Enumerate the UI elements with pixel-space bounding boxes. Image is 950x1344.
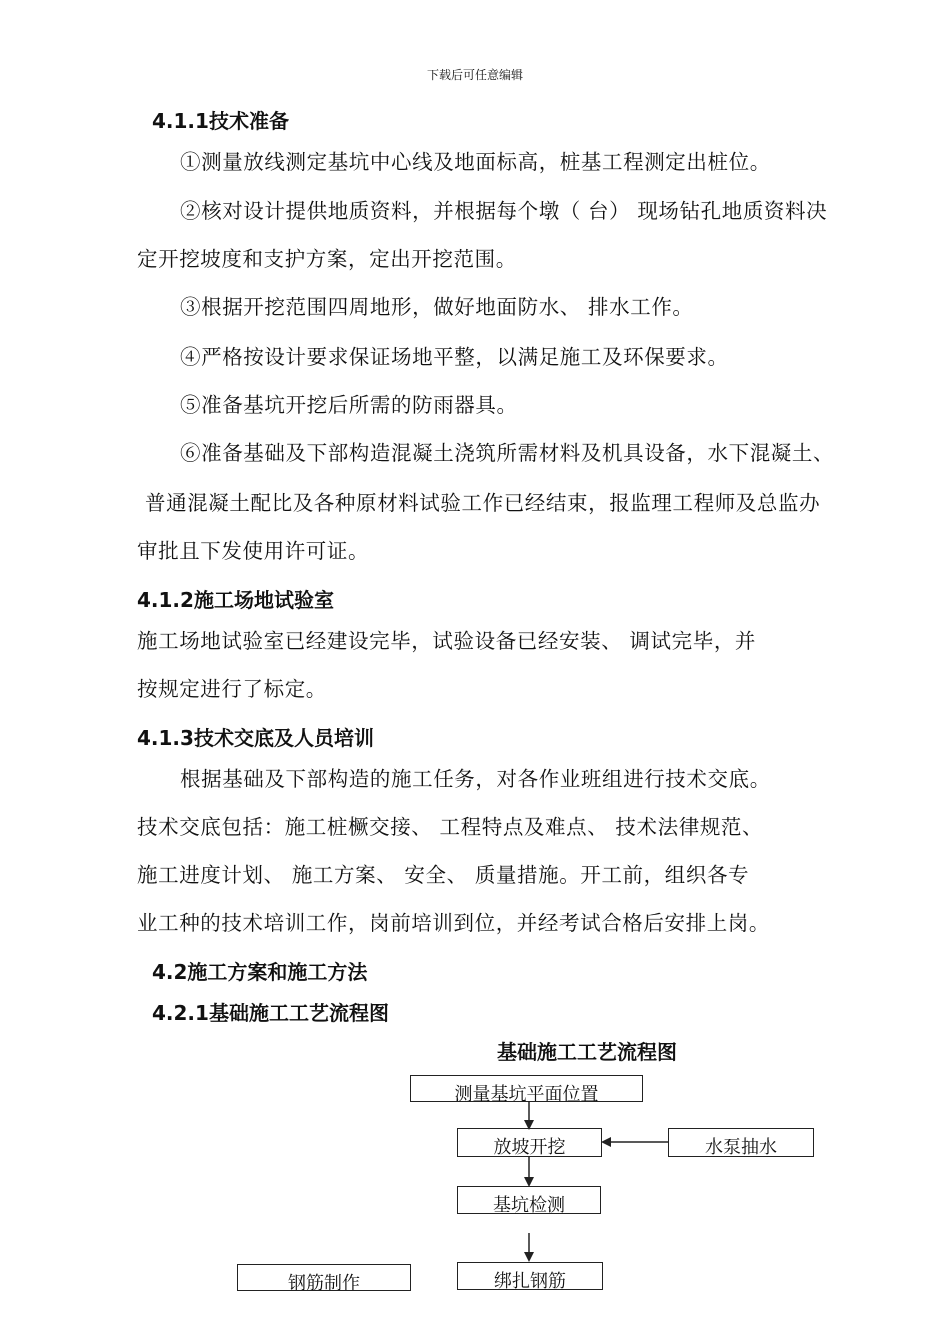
paragraph-line: ②核对设计提供地质资料，并根据每个墩（ 台） 现场钻孔地质资料决 [180, 199, 828, 223]
flowchart-title: 基础施工工艺流程图 [497, 1040, 677, 1064]
paragraph-line: 审批且下发使用许可证。 [137, 539, 370, 563]
paragraph-line: ①测量放线测定基坑中心线及地面标高，桩基工程测定出桩位。 [180, 150, 771, 174]
paragraph-line: 业工种的技术培训工作，岗前培训到位，并经考试合格后安排上岗。 [137, 911, 770, 935]
section-heading-4-2-1: 4.2.1基础施工工艺流程图 [152, 1001, 389, 1025]
flow-box-rebar-binding: 绑扎钢筋 [457, 1262, 603, 1290]
paragraph-line: ③根据开挖范围四周地形，做好地面防水、 排水工作。 [180, 295, 694, 319]
paragraph-line: 技术交底包括：施工桩橛交接、 工程特点及难点、 技术法律规范、 [137, 815, 764, 839]
paragraph-line: 定开挖坡度和支护方案，定出开挖范围。 [137, 247, 517, 271]
paragraph-line: 施工进度计划、 施工方案、 安全、 质量措施。开工前，组织各专 [137, 863, 750, 887]
paragraph-line: 施工场地试验室已经建设完毕，试验设备已经安装、 调试完毕，并 [137, 629, 757, 653]
paragraph-line: ⑤准备基坑开挖后所需的防雨器具。 [180, 393, 518, 417]
flow-box-survey: 测量基坑平面位置 [410, 1075, 643, 1102]
section-heading-4-1-2: 4.1.2施工场地试验室 [137, 588, 334, 612]
flow-box-pump: 水泵抽水 [668, 1128, 814, 1157]
section-heading-4-2: 4.2施工方案和施工方法 [152, 960, 368, 984]
section-heading-4-1-1: 4.1.1技术准备 [152, 109, 289, 133]
paragraph-line: ⑥准备基础及下部构造混凝土浇筑所需材料及机具设备，水下混凝土、 [180, 441, 835, 465]
flow-box-excavation: 放坡开挖 [457, 1128, 602, 1157]
section-heading-4-1-3: 4.1.3技术交底及人员培训 [137, 726, 374, 750]
paragraph-line: 按规定进行了标定。 [137, 677, 327, 701]
flow-box-rebar-fabrication: 钢筋制作 [237, 1264, 411, 1291]
paragraph-line: ④严格按设计要求保证场地平整，以满足施工及环保要求。 [180, 345, 729, 369]
page-header: 下载后可任意编辑 [426, 68, 523, 82]
flow-box-inspection: 基坑检测 [457, 1186, 601, 1214]
paragraph-line: 普通混凝土配比及各种原材料试验工作已经结束，报监理工程师及总监办 [145, 491, 821, 515]
paragraph-line: 根据基础及下部构造的施工任务，对各作业班组进行技术交底。 [180, 767, 771, 791]
